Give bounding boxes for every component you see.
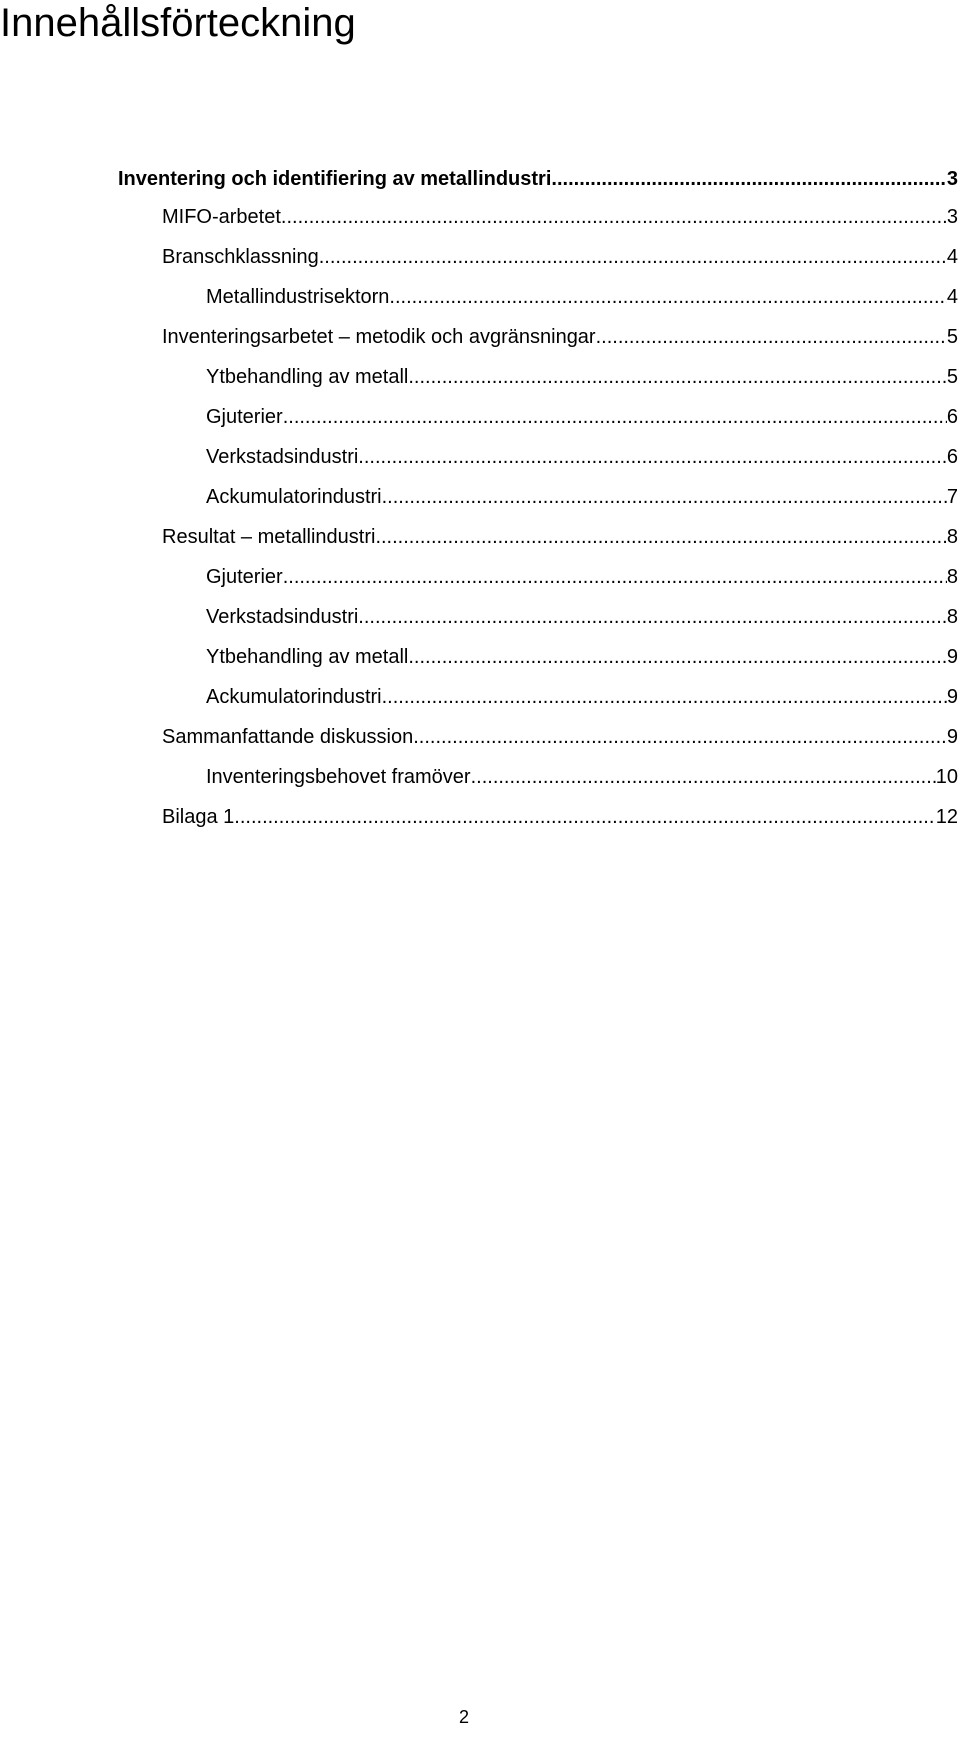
page-number: 2	[458, 1707, 469, 1727]
toc-entry[interactable]	[206, 280, 958, 308]
toc-entry-label: Branschklassning	[162, 246, 319, 268]
toc-entry[interactable]	[162, 320, 958, 348]
toc-entry-leader	[234, 806, 935, 828]
toc-entry[interactable]	[206, 440, 958, 468]
toc-entry-leader	[281, 206, 947, 228]
toc-entry[interactable]	[206, 480, 958, 508]
toc-entry-page: 8	[946, 606, 958, 628]
toc-entry-label: Ackumulatorindustri	[206, 486, 382, 508]
toc-entry[interactable]	[206, 560, 958, 588]
toc-entry-label: Verkstadsindustri	[206, 446, 359, 468]
toc-entry-label: Inventeringsarbetet – metodik och avgränsningar	[162, 326, 596, 348]
toc-entry-label: Gjuterier	[206, 406, 283, 428]
toc-entry-leader	[358, 606, 947, 628]
toc-entry-leader	[283, 566, 947, 588]
toc-entry-page: 4	[946, 246, 958, 268]
toc-entry-page: 5	[946, 366, 958, 388]
toc-entry-leader	[408, 646, 947, 668]
toc-entry-label: Ackumulatorindustri	[206, 686, 382, 708]
toc-entry-page: 7	[946, 486, 958, 508]
toc-entry[interactable]	[162, 200, 958, 228]
toc-entry-page: 9	[946, 646, 958, 668]
toc-entry-page: 8	[946, 526, 958, 548]
toc-entry-label: Resultat – metallindustri	[162, 526, 376, 548]
toc-entry-leader	[382, 486, 947, 508]
toc-entry-label: Sammanfattande diskussion	[162, 726, 414, 748]
toc-entry[interactable]	[206, 640, 958, 668]
toc-entry[interactable]	[206, 600, 958, 628]
toc-entry-label: Ytbehandling av metall	[206, 646, 409, 668]
toc-entry-label: Inventeringsbehovet framöver	[206, 766, 471, 788]
toc-entry-leader	[358, 446, 947, 468]
toc-entry[interactable]	[206, 760, 958, 788]
toc-entry[interactable]	[162, 520, 958, 548]
toc-entry-label: Ytbehandling av metall	[206, 366, 409, 388]
toc-entry-leader	[413, 726, 947, 748]
toc-entry-page: 6	[946, 406, 958, 428]
toc-entry-page: 6	[946, 446, 958, 468]
toc-entry[interactable]	[118, 162, 958, 190]
toc-entry-leader	[551, 168, 946, 190]
toc-entry-page: 12	[935, 806, 958, 828]
toc-entry-leader	[471, 766, 936, 788]
toc-entry-label: MIFO-arbetet	[162, 206, 281, 228]
toc-entry-label: Verkstadsindustri	[206, 606, 359, 628]
toc-entry-label: Gjuterier	[206, 566, 283, 588]
toc-entry-label: Bilaga 1	[162, 806, 235, 828]
toc-entry-label: Inventering och identifiering av metallindustri	[118, 168, 552, 190]
toc-entry-leader	[375, 526, 946, 548]
toc-entry-page: 4	[946, 286, 958, 308]
toc-entry[interactable]	[206, 400, 958, 428]
toc-entry-leader	[408, 366, 947, 388]
toc-entry-leader	[382, 686, 947, 708]
toc-entry-page: 10	[935, 766, 958, 788]
toc-entry-leader	[319, 246, 947, 268]
toc-entry-page: 9	[946, 726, 958, 748]
toc-entry-leader	[596, 326, 947, 348]
toc-entry-leader	[389, 286, 946, 308]
toc-entry[interactable]	[206, 680, 958, 708]
toc-entry[interactable]	[162, 800, 958, 828]
toc-entry[interactable]	[206, 360, 958, 388]
toc-entry-label: Metallindustrisektorn	[206, 286, 390, 308]
toc-entry-page: 3	[946, 206, 958, 228]
toc-entry-leader	[283, 406, 947, 428]
toc-entry-page: 3	[946, 168, 958, 190]
toc-entry-page: 9	[946, 686, 958, 708]
toc-entry[interactable]	[162, 240, 958, 268]
toc-entry-page: 8	[946, 566, 958, 588]
toc-entry-page: 5	[946, 326, 958, 348]
page-title: Innehållsförteckning	[0, 1, 356, 45]
toc-entry[interactable]	[162, 720, 958, 748]
